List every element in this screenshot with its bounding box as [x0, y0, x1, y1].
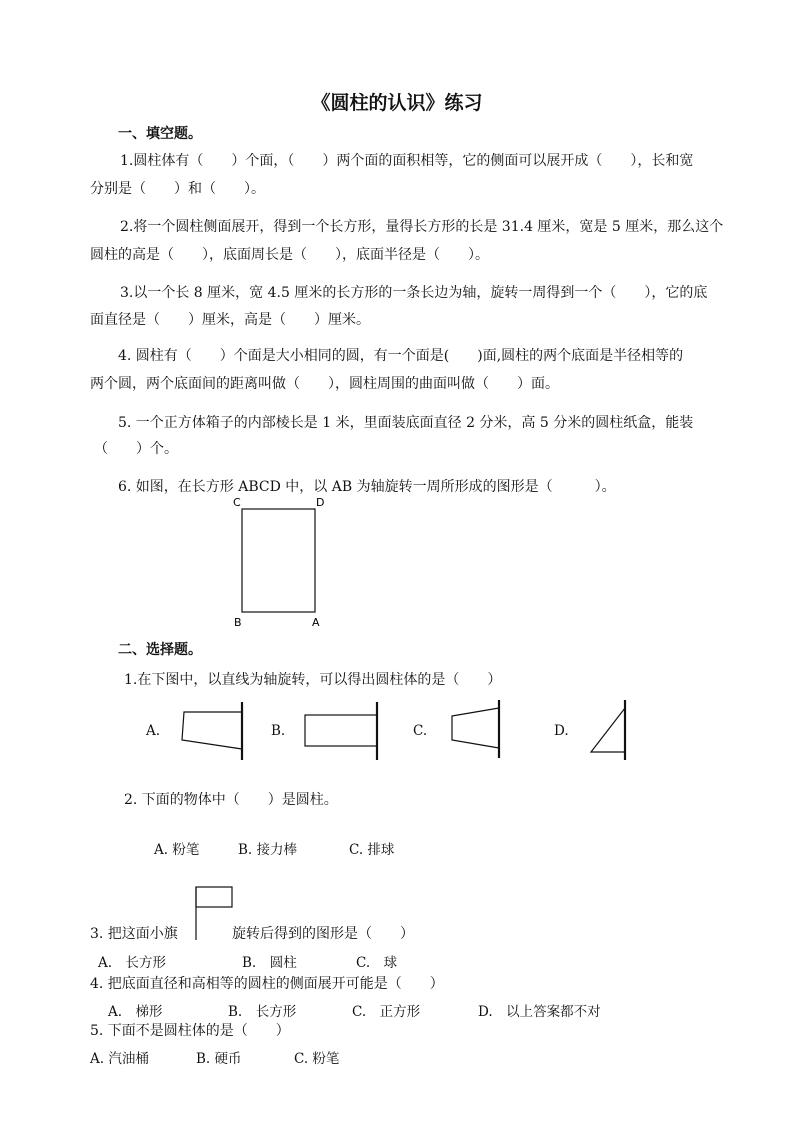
question-3-line-1: 3.以一个长 8 厘米，宽 4.5 厘米的长方形的一条长边为轴，旋转一周得到一个（ ），它的底 [120, 285, 708, 301]
choice-2-option-c: C. 排球 [349, 842, 395, 858]
trapezoid-shape [182, 712, 242, 749]
choice-3-option-c: C. 球 [356, 955, 398, 971]
option-d-figure [585, 700, 635, 762]
option-c-label: C. [413, 723, 428, 739]
question-2-line-1: 2.将一个圆柱侧面展开，得到一个长方形，量得长方形的长是 31.4 厘米，宽是 5 厘米，那么这个 [120, 219, 724, 235]
choice-4-option-a: A. 梯形 [108, 1004, 163, 1020]
choice-5-option-c: C. 粉笔 [294, 1051, 340, 1067]
vertex-c-label: C [233, 496, 241, 509]
choice-5-option-b: B. 硬币 [196, 1051, 242, 1067]
rectangle-shape [305, 715, 377, 746]
option-b-figure [300, 700, 384, 762]
choice-question-3-text-after: 旋转后得到的图形是（ ） [232, 926, 414, 942]
flag-cloth [196, 887, 232, 907]
vertex-b-label: B [234, 616, 242, 629]
choice-4-option-d: D. 以上答案都不对 [478, 1004, 601, 1020]
question-6-text: 6. 如图，在长方形 ABCD 中，以 AB 为轴旋转一周所形成的图形是（ ）。 [118, 479, 616, 495]
question-4-line-2: 两个圆，两个底面间的距离叫做（ ），圆柱周围的曲面叫做（ ）面。 [90, 376, 559, 392]
option-a-label: A. [146, 723, 161, 739]
option-d-label: D. [554, 723, 569, 739]
rectangle-abcd-figure [230, 494, 330, 628]
choice-question-2-text: 2. 下面的物体中（ ）是圆柱。 [124, 792, 338, 808]
rectangle-abcd [242, 509, 315, 612]
question-1-line-2: 分别是（ ）和（ ）。 [90, 181, 265, 197]
choice-3-option-b: B. 圆柱 [242, 955, 297, 971]
small-flag-figure [192, 884, 236, 942]
choice-2-option-a: A. 粉笔 [154, 842, 200, 858]
question-2-line-2: 圆柱的高是（ ），底面周长是（ ），底面半径是（ ）。 [90, 247, 489, 263]
option-a-figure [178, 700, 248, 762]
question-3-line-2: 面直径是（ ）厘米，高是（ ）厘米。 [90, 312, 370, 328]
choice-2-option-b: B. 接力棒 [238, 842, 298, 858]
option-b-label: B. [271, 723, 286, 739]
choice-4-option-b: B. 长方形 [228, 1004, 297, 1020]
question-5-line-2: （ ）个。 [94, 441, 178, 457]
choice-3-option-a: A. 长方形 [98, 955, 167, 971]
question-1-line-1: 1.圆柱体有（ ）个面，（ ）两个面的面积相等，它的侧面可以展开成（ ），长和宽 [120, 153, 694, 169]
vertex-a-label: A [312, 616, 320, 629]
triangle-shape [591, 708, 625, 752]
choice-5-option-a: A. 汽油桶 [90, 1051, 149, 1067]
choice-question-3-text-before: 3. 把这面小旗 [90, 926, 178, 942]
choice-question-4-text: 4. 把底面直径和高相等的圆柱的侧面展开可能是（ ） [90, 976, 444, 992]
section-heading-fill-blank: 一、填空题。 [118, 126, 202, 142]
question-4-line-1: 4. 圆柱有（ ）个面是大小相同的圆，有一个面是( )面,圆柱的两个底面是半径相等的 [118, 348, 684, 364]
isosceles-trapezoid-shape [452, 708, 499, 748]
choice-4-option-c: C. 正方形 [352, 1004, 421, 1020]
question-5-line-1: 5. 一个正方体箱子的内部棱长是 1 米，里面装底面直径 2 分米，高 5 分米的圆柱纸盒，能装 [118, 415, 694, 431]
page-title: 《圆柱的认识》练习 [311, 92, 483, 114]
vertex-d-label: D [316, 496, 325, 509]
choice-question-5-text: 5. 下面不是圆柱体的是（ ） [90, 1023, 290, 1039]
choice-question-1-text: 1.在下图中，以直线为轴旋转，可以得出圆柱体的是（ ） [124, 672, 502, 688]
section-heading-choice: 二、选择题。 [118, 642, 202, 658]
option-c-figure [444, 700, 508, 762]
